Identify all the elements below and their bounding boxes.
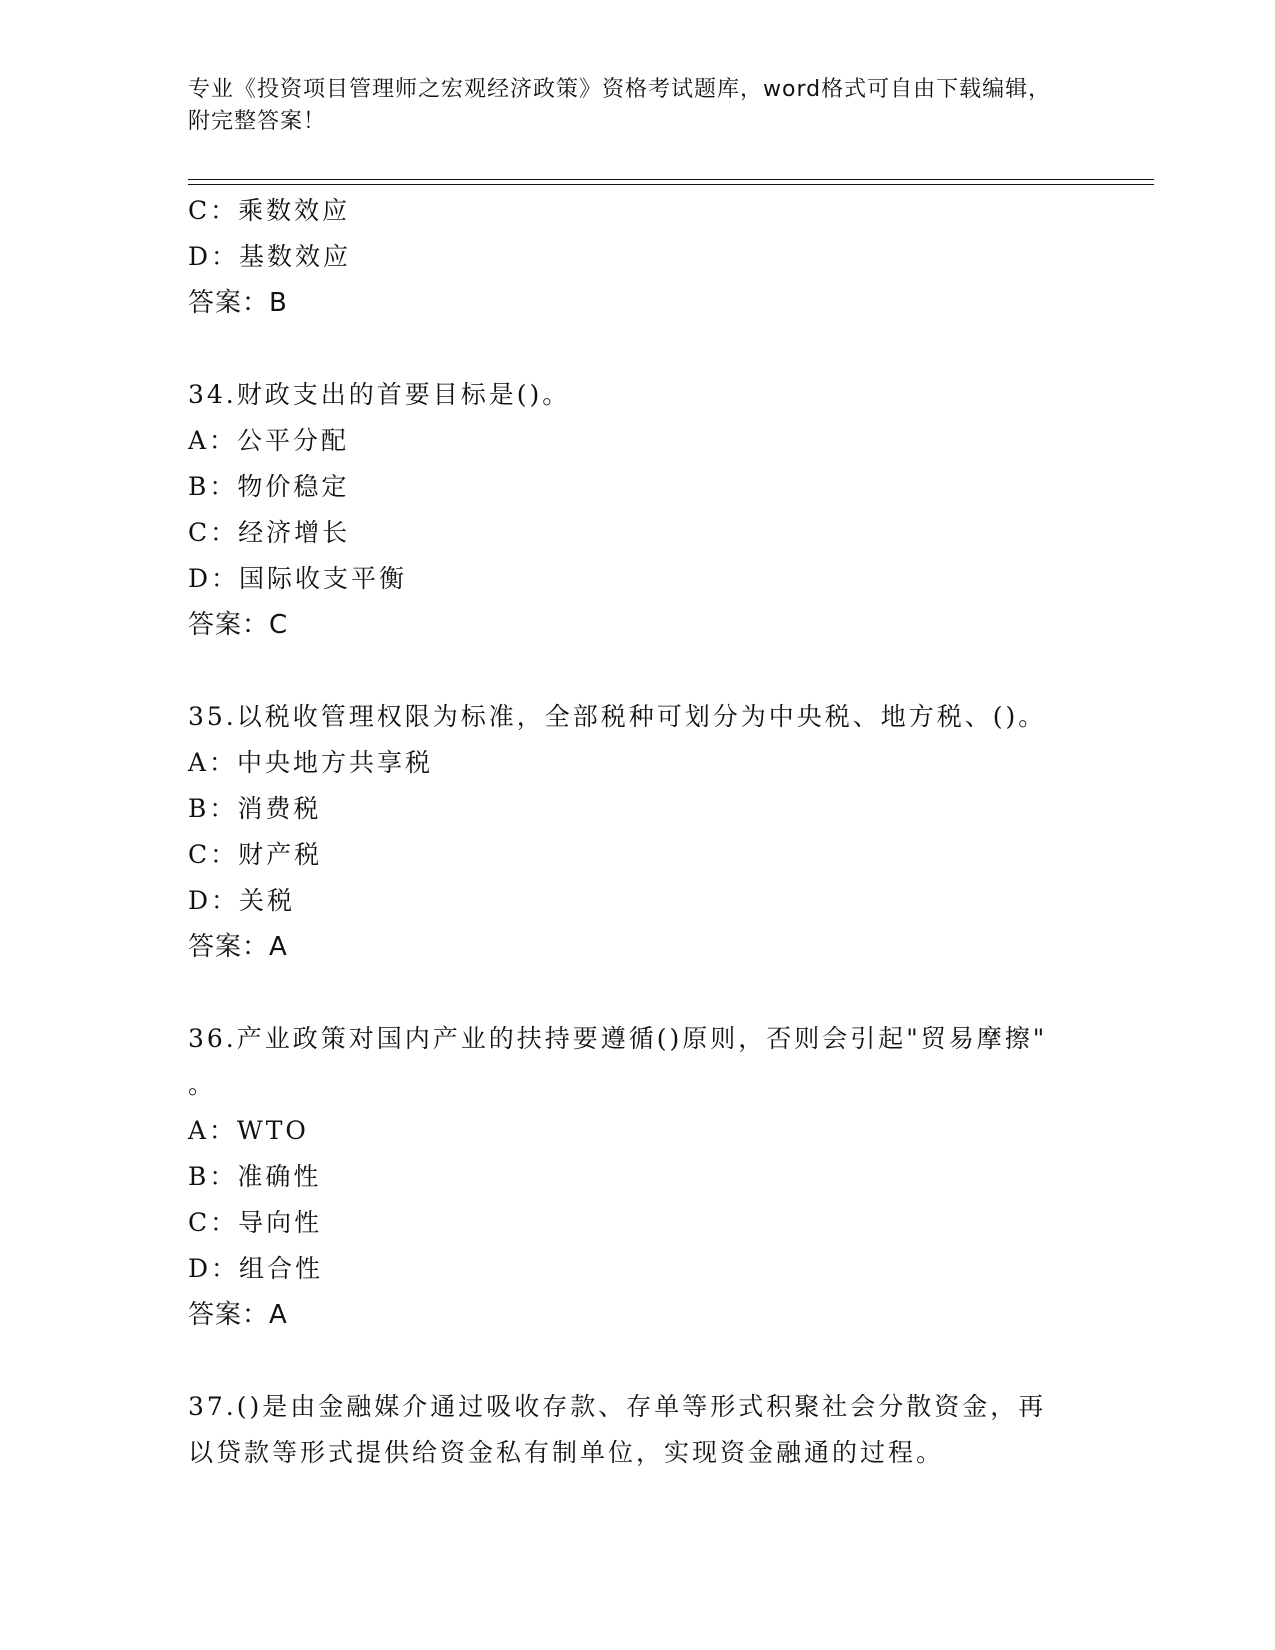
- question-content: [188, 188, 1088, 1476]
- option-a: A：中央地方共享税: [188, 748, 434, 777]
- question-stem: 34.财政支出的首要目标是()。: [188, 380, 571, 409]
- answer-line: 答案：C: [188, 610, 289, 640]
- question-stem-continuation: 。: [188, 1070, 217, 1099]
- option-a: A：WTO: [188, 1116, 309, 1145]
- question-stem: 35.以税收管理权限为标准，全部税种可划分为中央税、地方税、()。: [188, 702, 1047, 731]
- question-stem: 36.产业政策对国内产业的扶持要遵循()原则，否则会引起"贸易摩擦": [188, 1024, 1048, 1053]
- answer-line: 答案：B: [188, 288, 288, 318]
- spacer: [188, 970, 1088, 1016]
- option-c: C：财产税: [188, 840, 323, 869]
- option-c: C：经济增长: [188, 518, 351, 547]
- option-b: B：物价稳定: [188, 472, 350, 501]
- question-stem: 37.()是由金融媒介通过吸收存款、存单等形式积聚社会分散资金，再: [188, 1392, 1047, 1421]
- option-c: C：乘数效应: [188, 196, 351, 225]
- question-stem-continuation: 以贷款等形式提供给资金私有制单位，实现资金融通的过程。: [188, 1438, 945, 1467]
- option-d: D：基数效应: [188, 242, 352, 271]
- option-d: D：组合性: [188, 1254, 324, 1283]
- spacer: [188, 1338, 1088, 1384]
- option-d: D：关税: [188, 886, 296, 915]
- spacer: [188, 326, 1088, 372]
- spacer: [188, 648, 1088, 694]
- option-c: C：导向性: [188, 1208, 323, 1237]
- header-divider-top: [188, 179, 1154, 180]
- answer-line: 答案：A: [188, 932, 288, 962]
- option-a: A：公平分配: [188, 426, 350, 455]
- answer-line: 答案：A: [188, 1300, 288, 1330]
- header-divider-bottom: [188, 184, 1154, 185]
- document-header: 专业《投资项目管理师之宏观经济政策》资格考试题库，word格式可自由下载编辑，附完整答案！: [188, 77, 1052, 134]
- option-b: B：准确性: [188, 1162, 322, 1191]
- option-d: D：国际收支平衡: [188, 564, 408, 593]
- option-b: B：消费税: [188, 794, 322, 823]
